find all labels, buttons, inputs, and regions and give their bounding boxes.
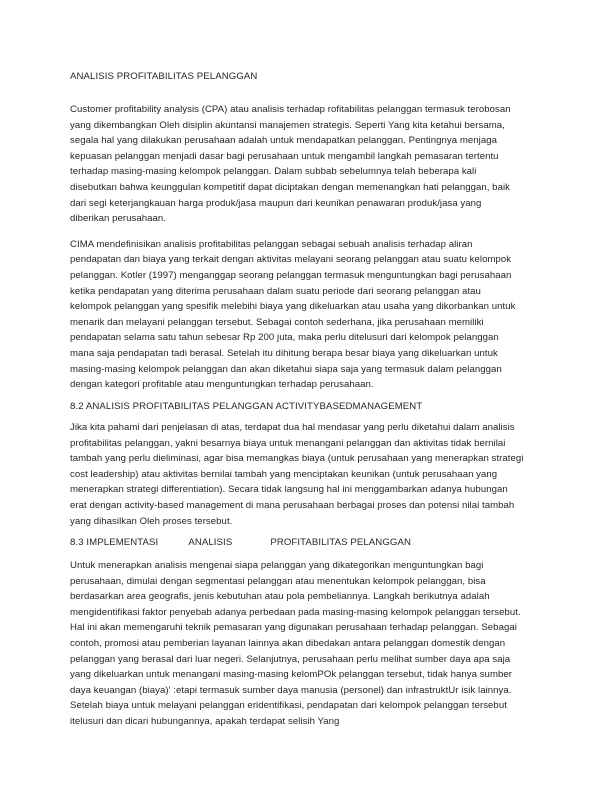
text-line: menerapkan strategi differentiation). Secara tidak langsung hal ini menggambarkan adanya hubungan	[70, 484, 508, 496]
text-line: Jika kita pahami dari penjelasan di atas, terdapat dua hal mendasar yang perlu diketahui dalam analisis	[70, 422, 515, 433]
text-line: tambah yang perlu dieliminasi, agar bisa memangkas biaya (untuk perusahaan yang menerapkan strategi	[70, 453, 524, 465]
text-line: berdasarkan area geografis, jenis kebutuhan atau pola pembeliannya. Langkah berikutnya adalah	[70, 591, 490, 603]
text-line: mengidentifikasi faktor penyebab adanya perbedaan pada masing-masing kelompok pelanggan tersebut.	[70, 606, 521, 618]
text-line: dari segi keterjangkauan harga produk/jasa maupun dari keunikan penawaran produk/jasa yang	[70, 197, 482, 209]
text-line: diberikan perusahaan.	[70, 213, 166, 225]
text-line: erat dengan activity-based management di mana perusahaan berbagai proses dan potensi nilai tambah	[70, 499, 515, 511]
paragraph-cima-definition	[70, 237, 532, 393]
text-line: perusahaan, dimulai dengan segmentasi pelanggan atau menentukan kelompok pelanggan, bisa	[70, 575, 486, 587]
heading-part: 8.3 IMPLEMENTASI	[70, 537, 159, 548]
heading-part: PROFITABILITAS PELANGGAN	[270, 537, 411, 548]
text-line: profitabilitas pelanggan, yakni besarnya biaya untuk menangani pelanggan dan aktivitas tidak bernilai	[70, 437, 506, 449]
text-line: segala hal yang dilakukan perusahaan adalah untuk mendapatkan pelanggan. Pentingnya menjaga	[70, 135, 497, 147]
text-line: Setelah biaya untuk melayani pelanggan eridentifikasi, pendapatan dari kelompok pelanggan tersebut	[70, 700, 507, 712]
heading-part: ANALISIS	[188, 537, 233, 548]
text-line: Hal ini akan memengaruhi teknik pemasaran yang digunakan perusahaan terhadap pelanggan. Sebagai	[70, 622, 517, 634]
text-line: mana saja pendapatan tadi berasal. Setelah itu dihitung berapa besar biaya yang dikeluarkan untuk	[70, 347, 498, 359]
text-line: yang dikembangkan Oleh disiplin akuntansi manajemen strategis. Seperti Yang kita ketahui bersama,	[70, 119, 505, 131]
paragraph-implementation	[70, 558, 521, 730]
text-line: pendapatan selama satu tahun sebesar Rp 200 juta, maka perlu ditelusuri dari kelompok pelanggan	[70, 332, 499, 344]
paragraph-abm	[70, 420, 523, 529]
text-line: Customer profitability analysis (CPA) atau analisis terhadap rofitabilitas pelanggan termasuk terobosan	[70, 104, 511, 115]
text-line: kelompok pelanggan yang spesifik melebihi biaya yang dikeluarkan atau usaha yang dikorbankan untuk	[70, 301, 516, 313]
text-line: CIMA mendefinisikan analisis profitabilitas pelanggan sebagai sebuah analisis terhadap aliran	[70, 238, 473, 250]
section-heading-profitability: ANALISIS PROFITABILITAS PELANGGAN	[70, 71, 258, 82]
text-line: masing-masing kelompok pelanggan dan akan diketahui siapa saja yang termasuk dalam pelanggan	[70, 363, 502, 375]
text-line: pendapatan dan biaya yang terkait dengan aktivitas melayani seorang pelanggan atau suatu kelompok	[70, 254, 512, 266]
text-line: yang dihasilkan Oleh proses tersebut.	[70, 515, 233, 527]
text-line: menarik dan melayani pelanggan tersebut. Sebagai contoh sederhana, jika perusahaan memiliki	[70, 316, 484, 328]
text-line: terhadap masing-masing kelompok pelanggan. Dalam subbab sebelumnya telah beberapa kali	[70, 166, 477, 178]
text-line: cost leadership) atau aktivitas bernilai tambah yang menciptakan keunikan (untuk perusahaan yang	[70, 468, 498, 480]
text-line: ketika pendapatan yang diterima perusahaan dalam suatu periode dari seorang pelanggan atau	[70, 285, 481, 297]
section-heading-8-3	[70, 536, 411, 549]
text-line: daya keuangan (biaya)' :etapi termasuk sumber daya manusia (personel) dan infrastruktUr isik lainnya.	[70, 684, 512, 696]
section-heading-8-2: 8.2 ANALISIS PROFITABILITAS PELANGGAN ACTIVITYBASEDMANAGEMENT	[70, 401, 423, 412]
text-line: itelusuri dan dicari hubungannya, apakah terdapat selisih Yang	[70, 715, 340, 727]
text-line: Untuk menerapkan analisis mengenai siapa pelanggan yang dikategorikan menguntungkan bagi	[70, 560, 484, 571]
text-line: disebutkan bahwa keunggulan kompetitif dapat diciptakan dengan memenangkan hati pelanggan, baik	[70, 181, 510, 193]
text-line: pelanggan. Kotler (1997) menganggap seorang pelanggan termasuk menguntungkan bagi perusahaan	[70, 269, 512, 281]
text-line: kepuasan pelanggan menjadi dasar bagi perusahaan untuk mengambil langkah pemasaran tertentu	[70, 150, 499, 162]
document-body	[70, 70, 532, 727]
text-line: contoh, promosi atau pemberian layanan lainnya akan dibedakan antara pelanggan domestik dengan	[70, 637, 506, 649]
text-line: yang dikeluarkan untuk menangani masing-masing kelomPOk pelanggan tersebut, tidak hanya sumber	[70, 669, 513, 681]
text-line: pelanggan yang berasal dari luar negeri. Selanjutnya, perusahaan perlu melihat sumber daya apa saja	[70, 653, 511, 665]
paragraph-cpa-intro	[70, 102, 532, 227]
text-line: dengan kategori profitable atau menguntungkan terhadap perusahaan.	[70, 379, 374, 391]
